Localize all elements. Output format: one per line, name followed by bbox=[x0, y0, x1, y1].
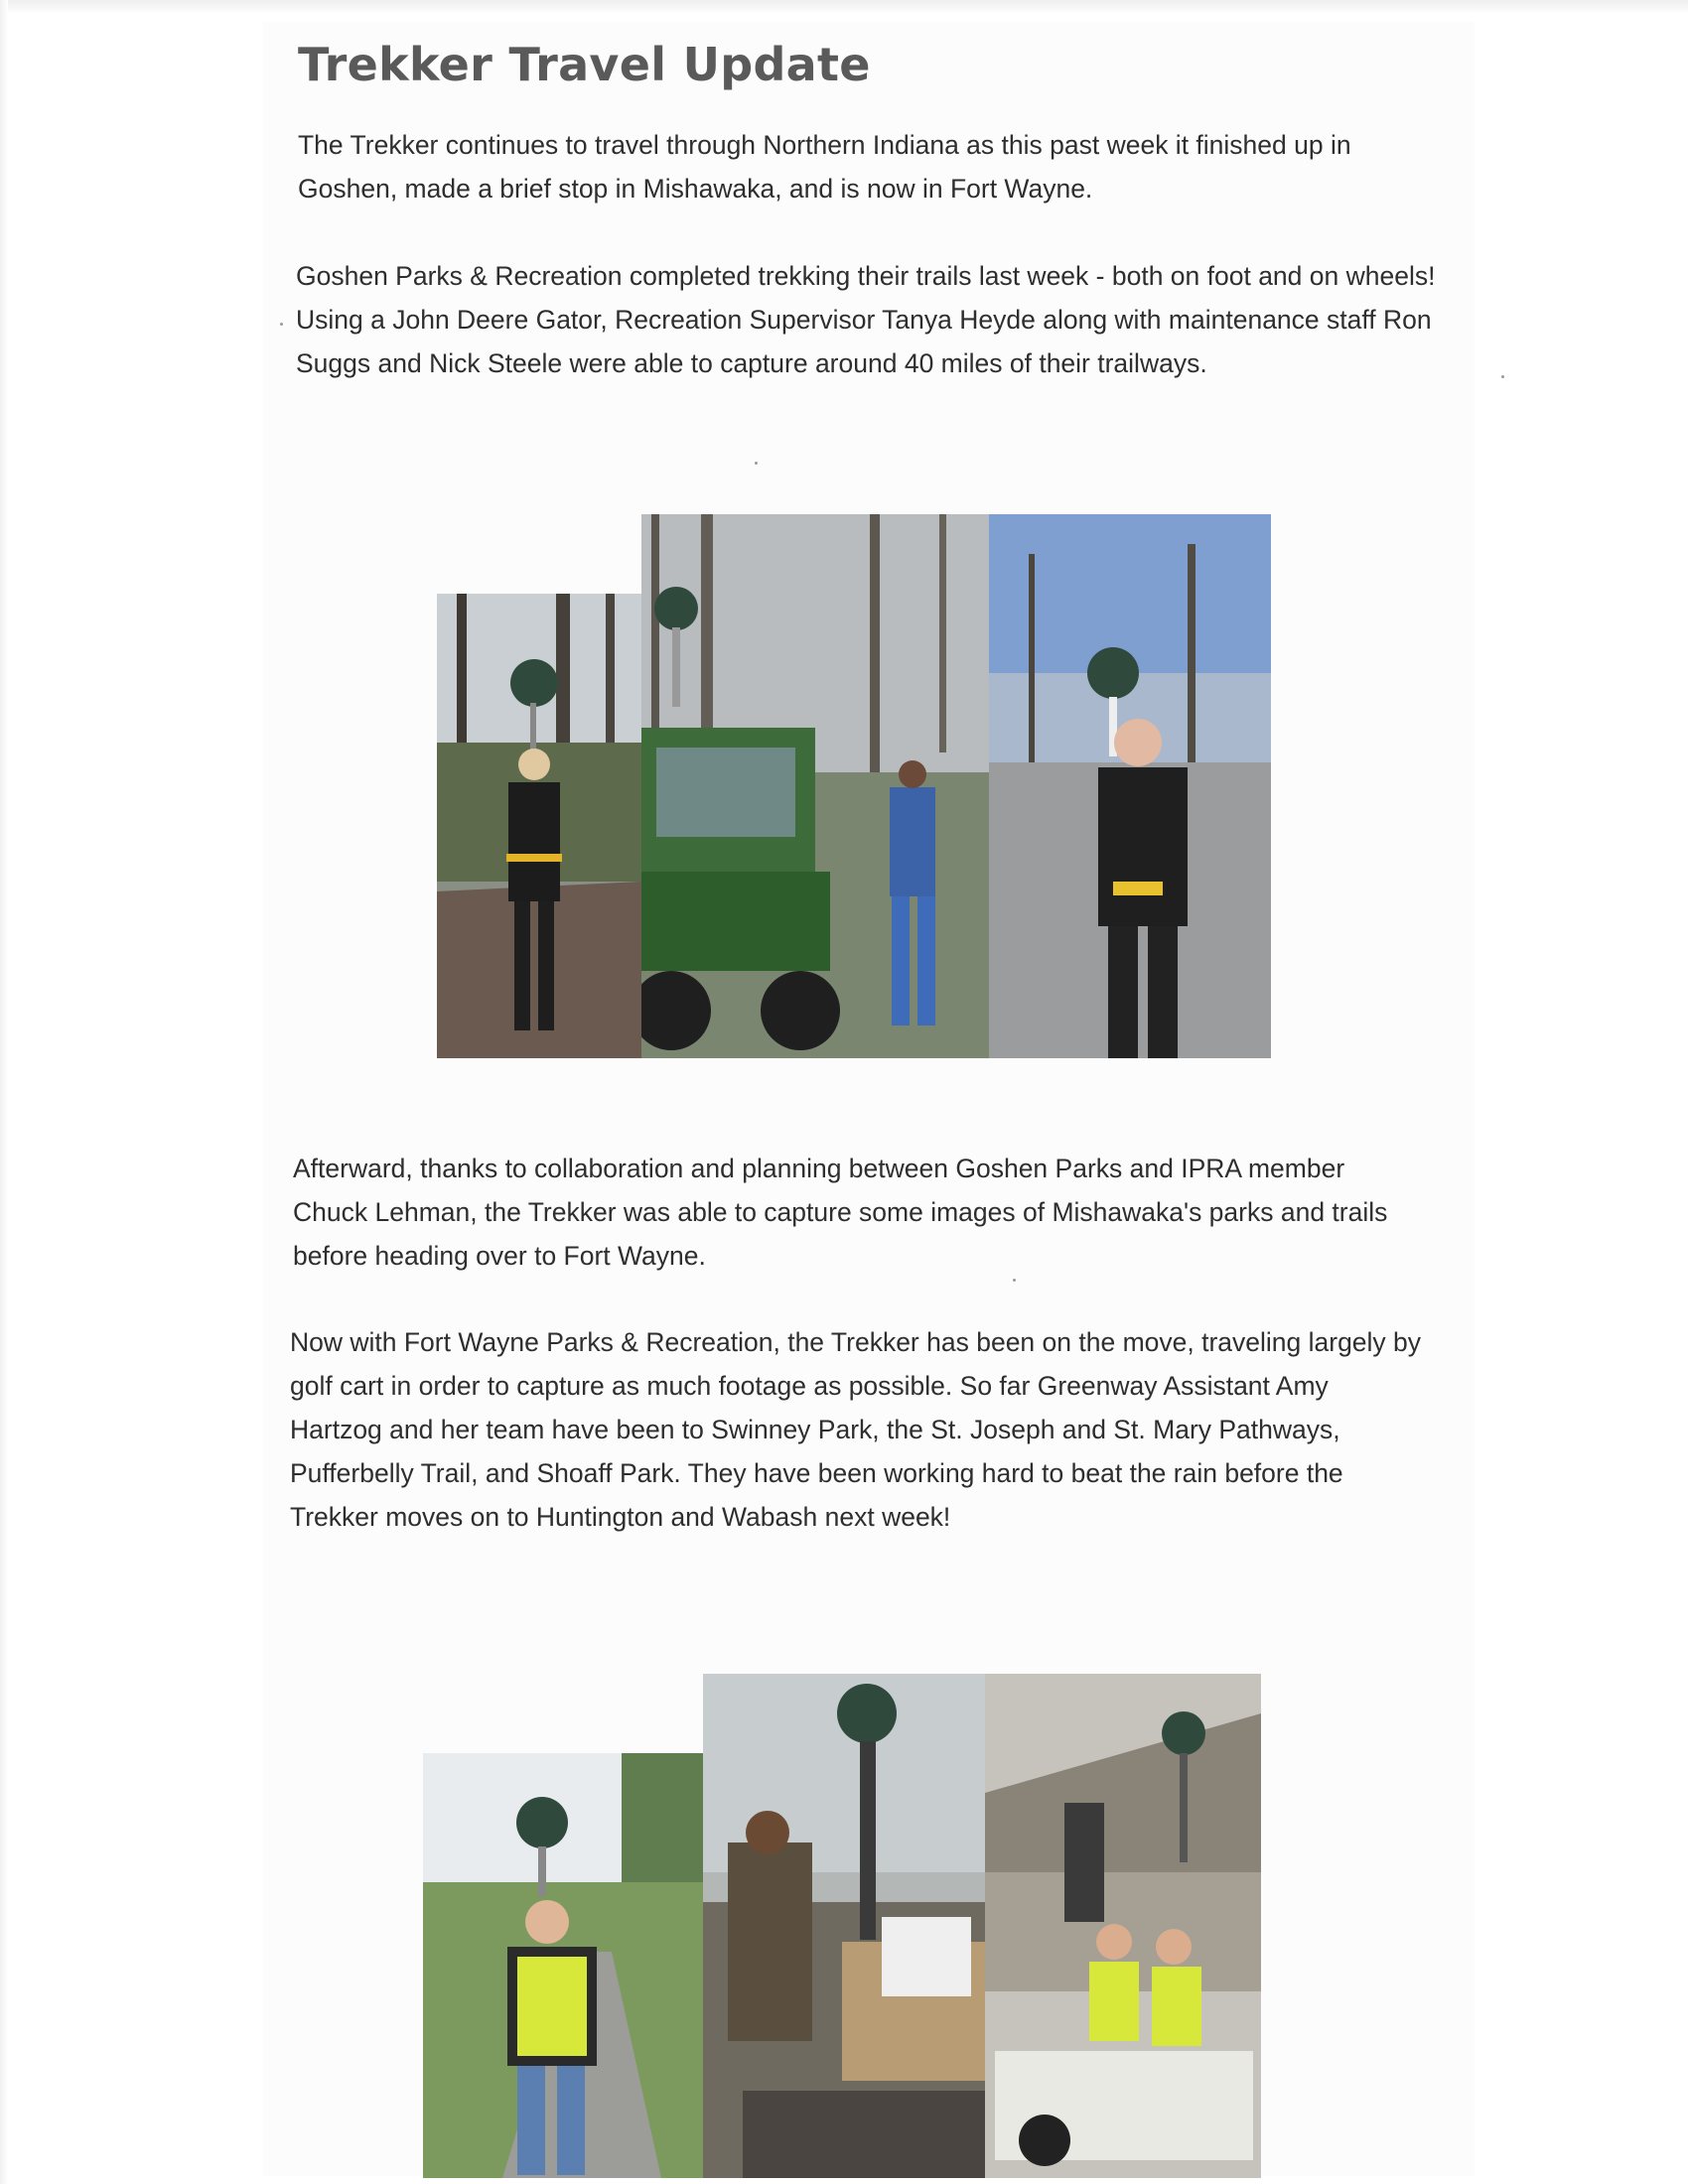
photo-gator-vehicle bbox=[641, 514, 989, 1058]
paragraph-mishawaka: Afterward, thanks to collaboration and planning between Goshen Parks and IPRA member Chuck Lehman, the Trekker was able to capture some images of Mishawaka's parks and trails before heading over to Fort Wayne. bbox=[293, 1154, 1388, 1271]
paragraph-intro: The Trekker continues to travel through Northern Indiana as this past week it finished up in Goshen, made a brief stop in Mishawaka, and is now in Fort Wayne. bbox=[298, 130, 1351, 204]
photo-golf-cart bbox=[985, 1674, 1261, 2178]
photo-trekker-loading bbox=[703, 1674, 985, 2178]
scan-edge bbox=[0, 0, 8, 2184]
photo-trekker-man bbox=[989, 514, 1271, 1058]
scan-edge bbox=[0, 0, 1688, 14]
photo-trekker-walking bbox=[423, 1753, 703, 2178]
photo-trekker-woman bbox=[437, 594, 641, 1058]
scan-speck bbox=[755, 462, 758, 465]
photo-collage-fort-wayne bbox=[423, 1674, 1261, 2178]
scan-speck bbox=[1013, 1279, 1016, 1282]
paragraph-goshen: Goshen Parks & Recreation completed trekking their trails last week - both on foot and on wheels! Using a John Deere Gator, Recreation Supervisor Tanya Heyde along with maintenance staff Ron Suggs and Nick Steele were able to capture around 40 miles of their trailways. bbox=[296, 261, 1436, 378]
page-title: Trekker Travel Update bbox=[298, 38, 871, 91]
paragraph-fort-wayne: Now with Fort Wayne Parks & Recreation, the Trekker has been on the move, traveling largely by golf cart in order to capture as much footage as possible. So far Greenway Assistant Amy Hartzog and her team have been to Swinney Park, the St. Joseph and St. Mary Pathways, Pufferbelly Trail, and Shoaff Park. They have been working hard to beat the rain before the Trekker moves on to Huntington and Wabash next week! bbox=[290, 1327, 1422, 1532]
scan-speck bbox=[1501, 375, 1504, 378]
photo-collage-goshen bbox=[437, 514, 1271, 1058]
scan-speck bbox=[280, 323, 283, 326]
